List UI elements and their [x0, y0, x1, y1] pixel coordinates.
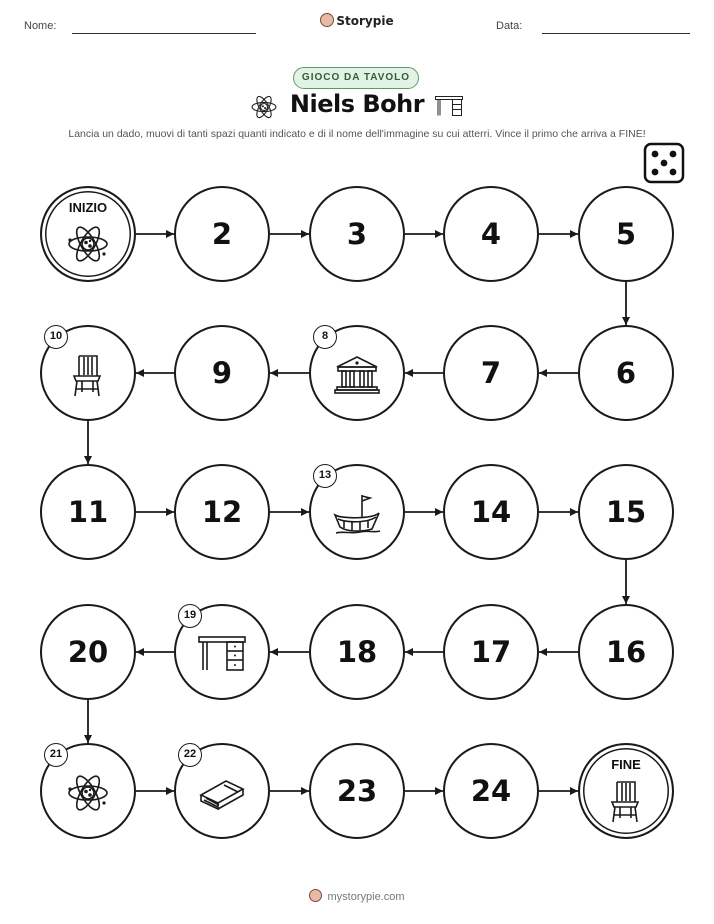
arrow-head	[570, 230, 578, 238]
cell-number: 12	[201, 495, 243, 529]
arrow-head	[539, 648, 547, 656]
cell-number-badge: 19	[178, 604, 202, 628]
board-cell	[443, 186, 539, 282]
arrow-head	[166, 508, 174, 516]
board-cell	[40, 464, 136, 560]
cell-label: INIZIO	[68, 200, 108, 215]
arrow-head	[301, 508, 309, 516]
board-cell	[578, 743, 674, 839]
board-cell	[174, 464, 270, 560]
arrow-head	[405, 369, 413, 377]
chair-icon	[71, 352, 105, 398]
cell-number: 9	[211, 356, 233, 390]
board-cell	[174, 325, 270, 421]
cell-number: 16	[605, 635, 647, 669]
arrow-head	[136, 648, 144, 656]
book-icon	[198, 773, 246, 813]
board-cell	[174, 743, 270, 839]
board-cell	[578, 604, 674, 700]
name-label: Nome:	[24, 20, 57, 32]
board-cell	[40, 186, 136, 282]
board-cell	[443, 743, 539, 839]
arrow-head	[166, 787, 174, 795]
date-label: Data:	[496, 20, 523, 32]
board-cell	[40, 604, 136, 700]
cell-number: 23	[336, 774, 378, 808]
cell-number: 14	[470, 495, 512, 529]
arrow-head	[570, 787, 578, 795]
board-cell	[309, 186, 405, 282]
arrow-head	[435, 230, 443, 238]
arrow-head	[301, 787, 309, 795]
pig-icon	[309, 889, 322, 902]
cell-number-badge: 22	[178, 743, 202, 767]
board-cell	[40, 743, 136, 839]
cell-number: 5	[615, 217, 637, 251]
arrow-head	[622, 596, 630, 604]
page-title: Niels Bohr	[289, 90, 425, 118]
board-cell	[443, 325, 539, 421]
desk-icon	[197, 634, 247, 674]
instructions: Lancia un dado, muovi di tanti spazi quanti indicato e di il nome dell'immagine su cui atterri. Vince il primo che arriva a FINE!	[68, 128, 646, 140]
arrow-head	[622, 317, 630, 325]
cell-number: 6	[615, 356, 637, 390]
arrow-head	[301, 230, 309, 238]
atom-icon	[66, 224, 110, 264]
chair-icon	[609, 778, 643, 824]
game-type-badge: GIOCO DA TAVOLO	[293, 67, 419, 89]
cell-number: 7	[480, 356, 502, 390]
board-cell	[309, 604, 405, 700]
cell-number: 2	[211, 217, 233, 251]
cell-number-badge: 13	[313, 464, 337, 488]
board-cell	[443, 604, 539, 700]
arrow-head	[270, 369, 278, 377]
cell-number-badge: 8	[313, 325, 337, 349]
arrow-head	[136, 369, 144, 377]
board-cell	[443, 464, 539, 560]
boat-icon	[332, 493, 382, 535]
arrow-head	[84, 735, 92, 743]
board-cell	[309, 743, 405, 839]
board-cell	[309, 464, 405, 560]
cell-number: 24	[470, 774, 512, 808]
arrow-head	[435, 508, 443, 516]
cell-number: 4	[480, 217, 502, 251]
board-cell	[578, 186, 674, 282]
arrow-head	[405, 648, 413, 656]
arrow-head	[570, 508, 578, 516]
cell-label: FINE	[611, 757, 641, 772]
cell-number-badge: 10	[44, 325, 68, 349]
cell-number-badge: 21	[44, 743, 68, 767]
cell-number: 17	[470, 635, 512, 669]
arrow-head	[539, 369, 547, 377]
arrow-head	[84, 456, 92, 464]
cell-number: 15	[605, 495, 647, 529]
board-cell	[578, 325, 674, 421]
board-cell	[174, 186, 270, 282]
brand-logo: Storypie	[0, 13, 714, 28]
board-cell	[40, 325, 136, 421]
cell-number: 3	[346, 217, 368, 251]
board-cell	[174, 604, 270, 700]
cell-number: 11	[67, 495, 109, 529]
footer: mystorypie.com	[0, 889, 714, 903]
atom-icon	[66, 773, 110, 813]
arrow-head	[270, 648, 278, 656]
cell-number: 20	[67, 635, 109, 669]
arrow-head	[435, 787, 443, 795]
cell-number: 18	[336, 635, 378, 669]
board-cell	[578, 464, 674, 560]
board-cell	[309, 325, 405, 421]
arrow-head	[166, 230, 174, 238]
bank-icon	[334, 355, 380, 395]
